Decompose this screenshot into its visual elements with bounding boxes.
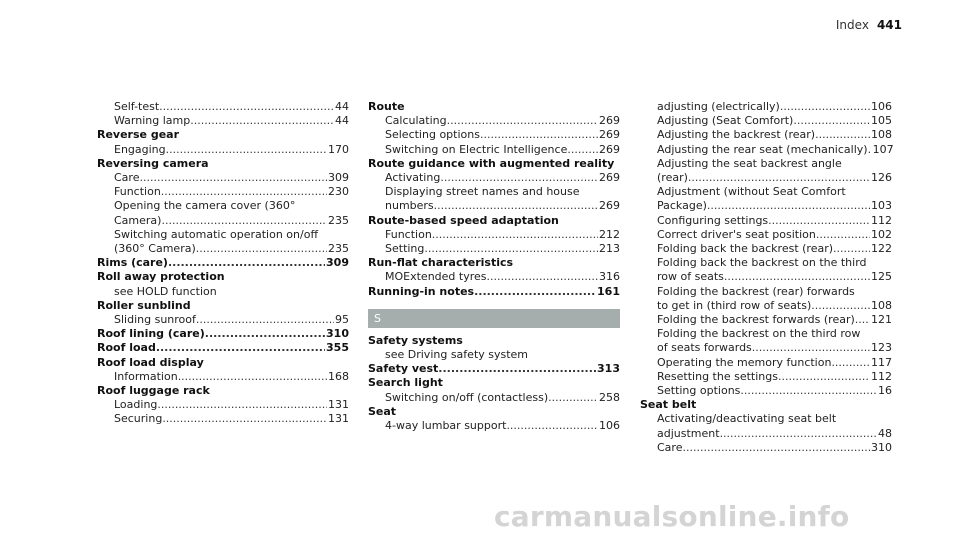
leader-dots — [157, 398, 327, 412]
entry-text: Running-in notes — [368, 284, 475, 298]
entry-text: Function — [385, 227, 432, 241]
leader-dots — [768, 214, 870, 228]
entry-text: Correct driver's seat position — [657, 227, 816, 241]
entry-text: (360° Camera) — [114, 242, 196, 256]
section-letter-bar: S — [368, 309, 620, 328]
entry-text: Folding the backrest forwards (rear) — [657, 313, 855, 327]
index-heading-entry — [97, 341, 349, 355]
index-heading: Roof luggage rack — [97, 384, 210, 398]
entry-page-number: 131 — [328, 412, 349, 426]
leader-dots — [682, 441, 870, 455]
entry-page-number: 355 — [326, 341, 349, 355]
leader-dots — [811, 299, 870, 313]
entry-text: Folding back the backrest (rear) — [657, 242, 834, 256]
index-subentry-text: Folding back the backrest on the third — [657, 256, 867, 270]
entry-page-number: 112 — [871, 369, 892, 383]
leader-dots — [480, 128, 598, 142]
index-heading: Roll away protection — [97, 270, 225, 284]
index-subentry — [368, 171, 620, 185]
entry-page-number: 309 — [328, 171, 349, 185]
leader-dots — [196, 313, 334, 327]
entry-text: Setting options — [657, 384, 741, 398]
index-heading-entry — [368, 362, 620, 376]
leader-dots — [833, 242, 870, 256]
index-heading: Seat — [368, 404, 397, 418]
entry-page-number: 235 — [328, 242, 349, 256]
leader-dots — [159, 100, 334, 114]
leader-dots — [168, 256, 325, 270]
index-subentry — [640, 143, 892, 157]
index-subentry — [97, 171, 349, 185]
entry-text: MOExtended tyres — [385, 270, 487, 284]
entry-page-number: 269 — [599, 199, 620, 213]
entry-page-number: 117 — [871, 355, 892, 369]
entry-page-number: 112 — [871, 213, 892, 227]
index-subentry — [368, 419, 620, 433]
entry-text: Adjusting the backrest (rear) — [657, 128, 816, 142]
index-subentry — [640, 242, 892, 256]
entry-page-number: 125 — [871, 270, 892, 284]
entry-text: Resetting the settings — [657, 369, 778, 383]
leader-dots — [434, 199, 598, 213]
entry-page-number: 48 — [878, 426, 892, 440]
entry-text: Adjusting (Seat Comfort) — [657, 114, 794, 128]
index-subentry — [640, 299, 892, 313]
entry-page-number: 108 — [871, 128, 892, 142]
index-subentry — [368, 391, 620, 405]
entry-page-number: 313 — [597, 362, 620, 376]
index-subentry — [368, 114, 620, 128]
leader-dots — [548, 391, 598, 405]
index-subentry-text: see HOLD function — [114, 284, 217, 298]
entry-text: Adjusting the rear seat (mechanically) — [657, 142, 868, 156]
leader-dots — [815, 128, 870, 142]
entry-page-number: 170 — [328, 142, 349, 156]
index-subentry — [97, 398, 349, 412]
leader-dots — [190, 114, 334, 128]
leader-dots — [205, 327, 325, 341]
index-heading: Run-flat characteristics — [368, 256, 514, 270]
leader-dots — [432, 228, 598, 242]
entry-page-number: 212 — [599, 227, 620, 241]
entry-page-number: 230 — [328, 185, 349, 199]
entry-text: Calculating — [385, 114, 447, 128]
entry-page-number: 95 — [335, 313, 349, 327]
leader-dots — [506, 419, 598, 433]
index-heading: Route — [368, 100, 405, 113]
leader-dots — [720, 427, 877, 441]
entry-page-number: 105 — [871, 114, 892, 128]
entry-text: Engaging — [114, 142, 166, 156]
index-subentry — [97, 185, 349, 199]
index-heading: Search light — [368, 376, 443, 390]
entry-text: Selecting options — [385, 128, 480, 142]
entry-text: (rear) — [657, 171, 688, 185]
entry-text: Care — [657, 440, 683, 454]
leader-dots — [487, 270, 599, 284]
leader-dots — [162, 412, 327, 426]
leader-dots — [161, 185, 327, 199]
entry-page-number: 123 — [871, 341, 892, 355]
entry-page-number: 16 — [878, 384, 892, 398]
index-subentry — [97, 370, 349, 384]
leader-dots — [688, 171, 870, 185]
entry-page-number: 309 — [326, 256, 349, 270]
index-subentry-text: Folding the backrest on the third row — [657, 327, 861, 341]
index-subentry — [368, 270, 620, 284]
index-subentry — [97, 143, 349, 157]
index-column-2 — [368, 100, 620, 433]
entry-text: to get in (third row of seats) — [657, 298, 812, 312]
leader-dots — [793, 114, 870, 128]
entry-page-number: 269 — [599, 128, 620, 142]
entry-page-number: 106 — [599, 419, 620, 433]
entry-text: Roof load — [97, 341, 156, 355]
index-subentry — [368, 242, 620, 256]
entry-page-number: 102 — [871, 227, 892, 241]
index-subentry-text: Folding the backrest (rear) forwards — [657, 284, 855, 298]
entry-page-number: 106 — [871, 100, 892, 113]
index-subentry-text: Adjusting the seat backrest angle — [657, 156, 842, 170]
entry-page-number: 269 — [599, 171, 620, 185]
leader-dots — [178, 370, 327, 384]
index-subentry — [640, 214, 892, 228]
index-heading: Roof load display — [97, 355, 204, 369]
index-subentry — [640, 384, 892, 398]
entry-text: Safety vest — [368, 362, 439, 376]
index-subentry — [640, 356, 892, 370]
index-subentry — [640, 228, 892, 242]
entry-text: Switching on/off (contactless) — [385, 390, 549, 404]
entry-page-number: 131 — [328, 398, 349, 412]
entry-page-number: 235 — [328, 213, 349, 227]
entry-page-number: 310 — [326, 327, 349, 341]
entry-page-number: 121 — [871, 313, 892, 327]
index-subentry — [640, 114, 892, 128]
index-subentry-text: Displaying street names and house — [385, 185, 580, 199]
entry-text: Loading — [114, 398, 158, 412]
leader-dots — [831, 356, 870, 370]
index-subentry — [97, 412, 349, 426]
leader-dots — [816, 228, 870, 242]
index-subentry-text: Opening the camera cover (360° — [114, 199, 296, 213]
entry-page-number: 161 — [597, 284, 620, 298]
leader-dots — [474, 285, 596, 299]
entry-page-number: 107 — [872, 142, 894, 156]
entry-page-number: 316 — [599, 270, 620, 284]
entry-page-number: 310 — [871, 440, 892, 454]
index-subentry — [640, 270, 892, 284]
entry-page-number: 44 — [335, 100, 349, 113]
index-subentry — [640, 171, 892, 185]
leader-dots — [567, 143, 598, 157]
leader-dots — [724, 270, 870, 284]
leader-dots — [752, 341, 870, 355]
header-label: Index — [835, 18, 869, 32]
leader-dots — [440, 171, 598, 185]
entry-text: adjustment — [657, 426, 720, 440]
entry-text: Camera) — [114, 213, 162, 227]
entry-text: Sliding sunroof — [114, 313, 196, 327]
entry-page-number: 103 — [871, 199, 892, 213]
leader-dots — [166, 143, 327, 157]
page-number: 441 — [876, 18, 902, 32]
index-subentry — [97, 100, 349, 114]
index-column-3 — [640, 100, 892, 455]
entry-page-number: 213 — [599, 242, 620, 256]
entry-text: Package) — [657, 199, 707, 213]
index-heading-entry — [368, 285, 620, 299]
index-subentry — [97, 214, 349, 228]
index-subentry — [368, 128, 620, 142]
index-heading: Route guidance with augmented reality — [368, 156, 615, 170]
entry-text: of seats forwards — [657, 341, 752, 355]
entry-text: Warning lamp — [114, 114, 191, 128]
index-subentry — [640, 313, 892, 327]
entry-text: Setting — [385, 242, 425, 256]
entry-text: Function — [114, 185, 161, 199]
leader-dots — [707, 199, 870, 213]
entry-text: Operating the memory function — [657, 355, 832, 369]
entry-text: Switching on Electric Intelligence — [385, 142, 568, 156]
entry-page-number: 269 — [599, 114, 620, 128]
index-heading: Route-based speed adaptation — [368, 213, 559, 227]
index-heading: Reverse gear — [97, 128, 180, 142]
leader-dots — [438, 362, 596, 376]
entry-page-number: 44 — [335, 114, 349, 128]
index-subentry — [97, 242, 349, 256]
entry-page-number: 126 — [871, 171, 892, 185]
entry-text: 4-way lumbar support — [385, 419, 507, 433]
entry-text: Care — [114, 171, 140, 185]
index-subentry — [640, 427, 892, 441]
leader-dots — [780, 100, 870, 114]
index-subentry — [368, 143, 620, 157]
entry-text: Rims (care) — [97, 256, 168, 270]
entry-text: Configuring settings — [657, 213, 769, 227]
leader-dots — [778, 370, 870, 384]
entry-page-number: 269 — [599, 142, 620, 156]
index-subentry — [640, 128, 892, 142]
index-subentry — [640, 370, 892, 384]
entry-page-number: 122 — [871, 242, 892, 256]
page-header — [836, 18, 902, 32]
entry-text: row of seats — [657, 270, 724, 284]
index-subentry-text: Adjustment (without Seat Comfort — [657, 185, 846, 199]
index-heading: Safety systems — [368, 333, 463, 347]
entry-page-number: 168 — [328, 369, 349, 383]
entry-text: Securing — [114, 412, 163, 426]
index-subentry — [97, 313, 349, 327]
index-subentry-text: Activating/deactivating seat belt — [657, 412, 837, 426]
entry-text: Self-test — [114, 100, 160, 113]
index-subentry-text: see Driving safety system — [385, 348, 529, 362]
leader-dots — [855, 313, 870, 327]
index-heading-entry — [97, 327, 349, 341]
index-subentry — [368, 199, 620, 213]
leader-dots — [447, 114, 598, 128]
index-subentry — [368, 228, 620, 242]
entry-page-number: 258 — [599, 390, 620, 404]
leader-dots — [196, 242, 327, 256]
entry-text: numbers — [385, 199, 434, 213]
leader-dots — [139, 171, 327, 185]
index-subentry — [97, 114, 349, 128]
entry-text: Roof lining (care) — [97, 327, 205, 341]
entry-page-number: 108 — [871, 298, 892, 312]
leader-dots — [156, 341, 325, 355]
index-heading: Seat belt — [640, 398, 697, 412]
index-subentry — [640, 441, 892, 455]
entry-text: Activating — [385, 171, 441, 185]
index-subentry-text: Switching automatic operation on/off — [114, 227, 319, 241]
entry-text: adjusting (electrically) — [657, 100, 780, 113]
entry-text: Information — [114, 369, 178, 383]
index-heading-entry — [97, 256, 349, 270]
leader-dots — [161, 214, 327, 228]
index-heading: Reversing camera — [97, 156, 209, 170]
index-column-1 — [97, 100, 349, 427]
watermark: carmanualsonline.info — [494, 500, 850, 533]
index-subentry — [640, 100, 892, 114]
index-heading: Roller sunblind — [97, 298, 191, 312]
index-subentry — [640, 199, 892, 213]
index-subentry — [640, 341, 892, 355]
leader-dots — [740, 384, 877, 398]
leader-dots — [424, 242, 598, 256]
